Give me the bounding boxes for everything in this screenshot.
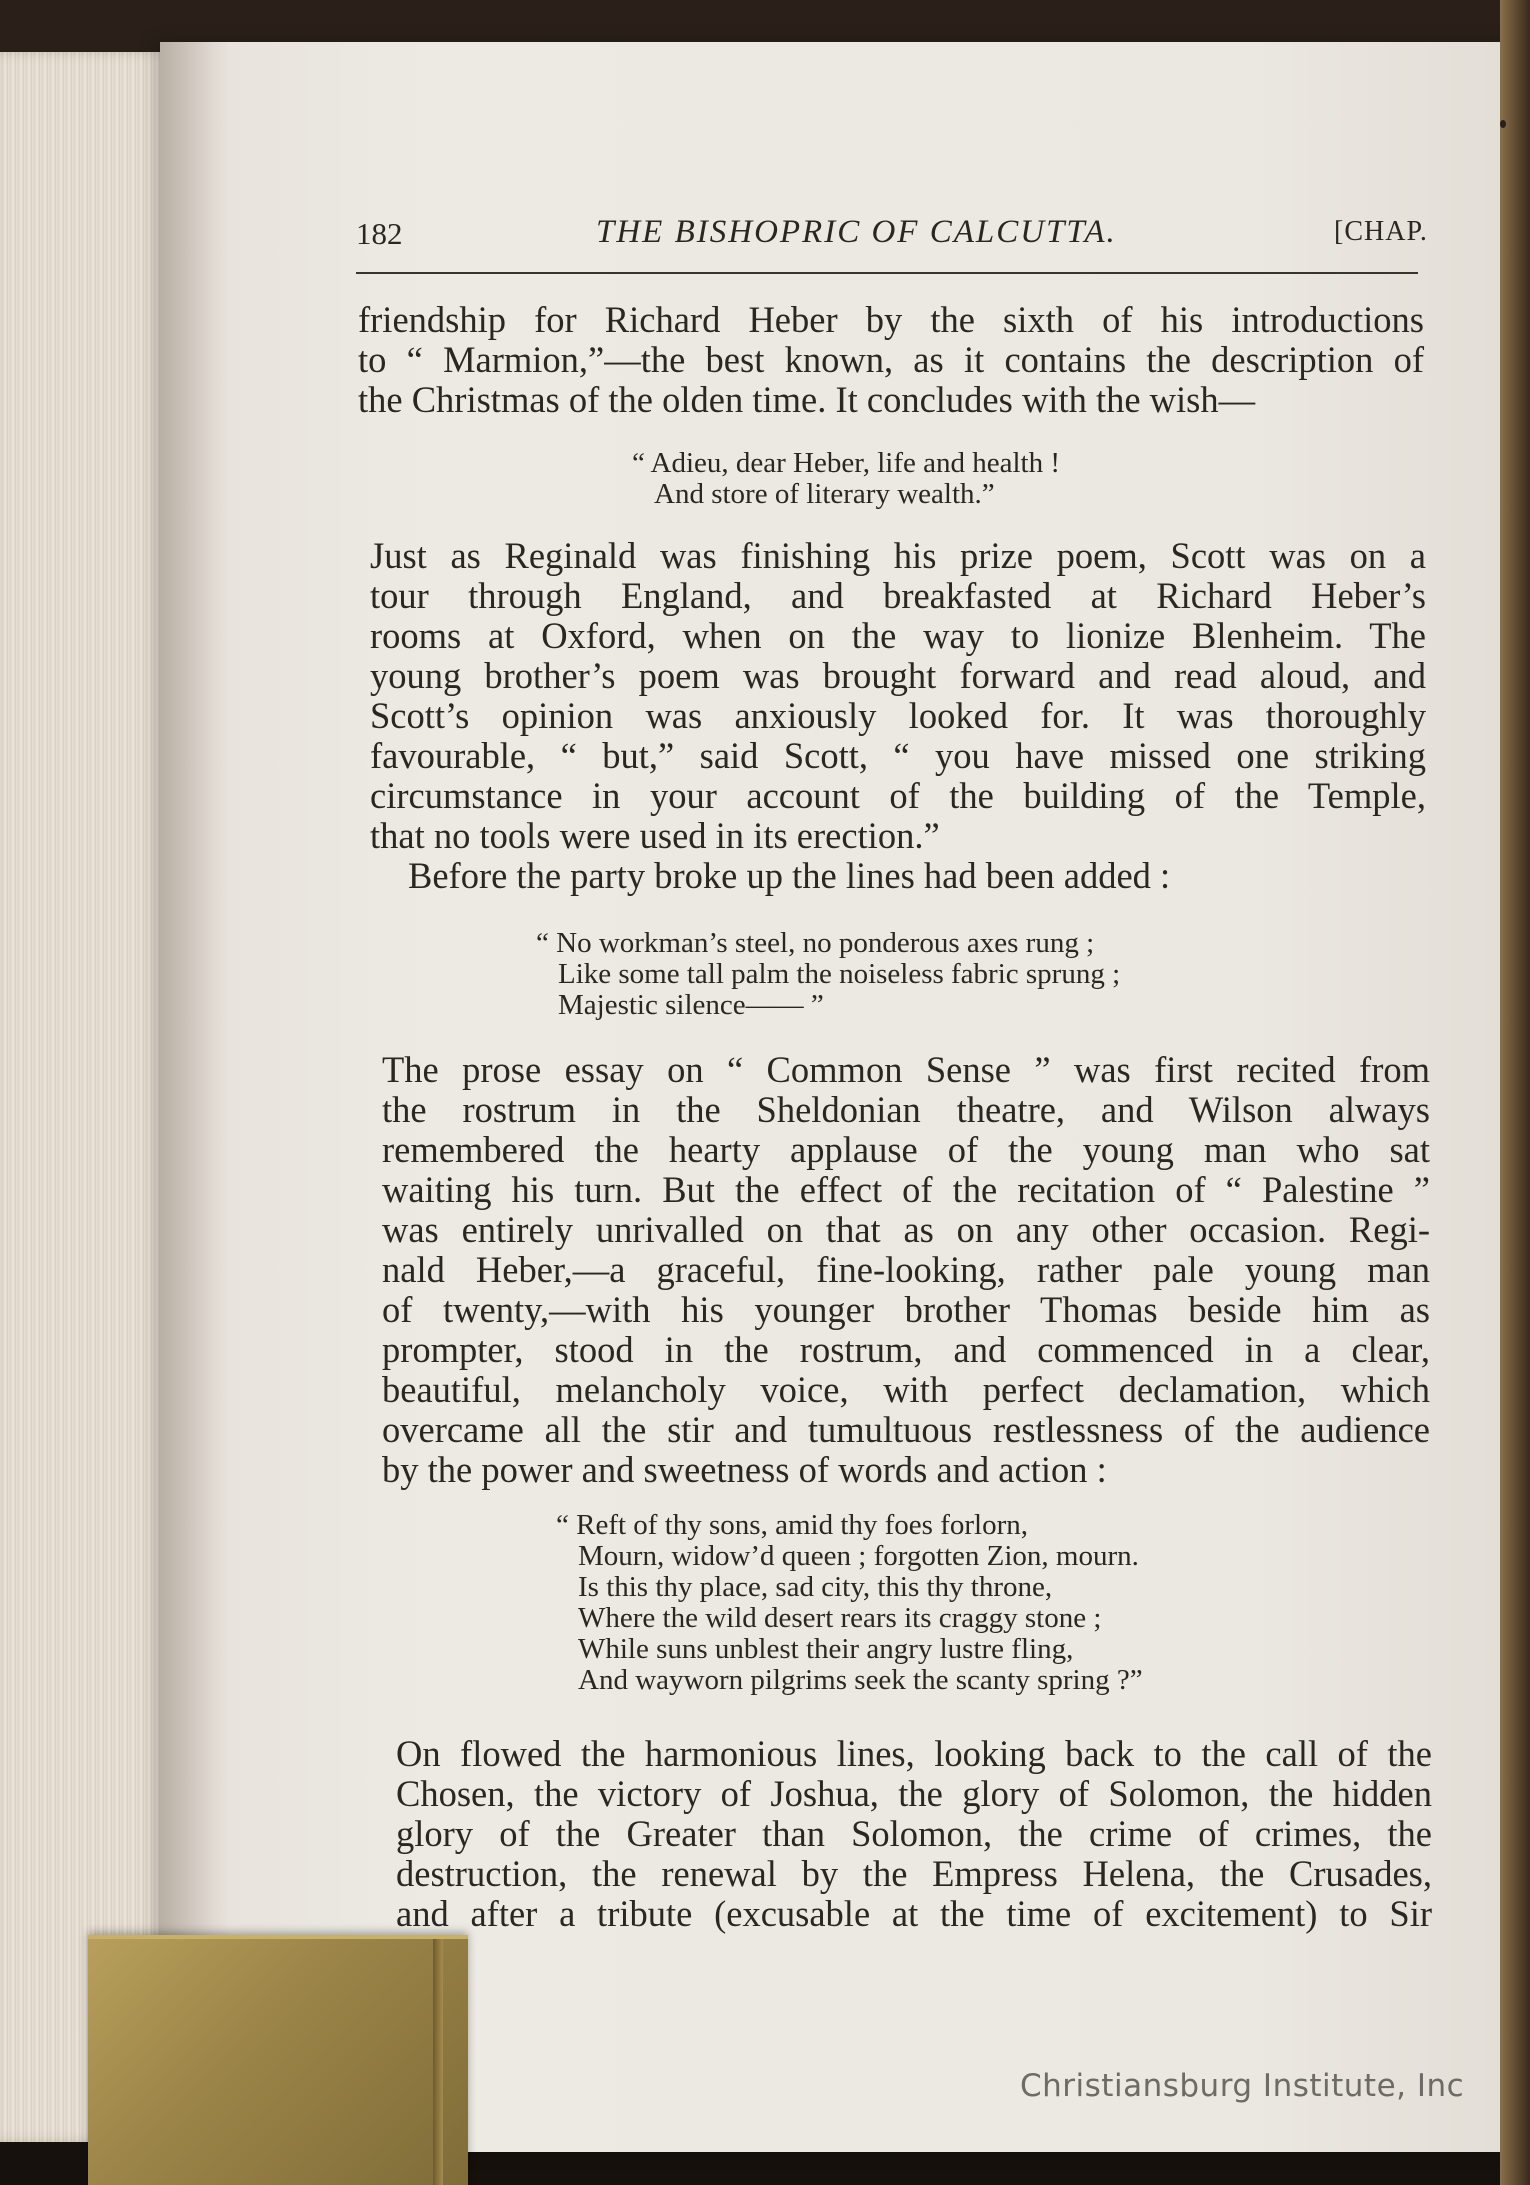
weight-edge	[433, 1939, 443, 2185]
text-line: Just as Reginald was finishing his prize poem, Scott was on a	[370, 535, 1426, 576]
verse-line: “ Adieu, dear Heber, life and health !	[632, 447, 1061, 479]
text-line: Chosen, the victory of Joshua, the glory of Solomon, the hidden	[396, 1773, 1432, 1814]
verse-line: Is this thy place, sad city, this thy throne,	[578, 1571, 1053, 1603]
text-line: to “ Marmion,”—the best known, as it contains the description of	[358, 339, 1424, 380]
verse-line: Mourn, widow’d queen ; forgotten Zion, mourn.	[578, 1540, 1139, 1572]
text-line: and after a tribute (excusable at the time of excitement) to Sir	[396, 1893, 1432, 1934]
watermark: Christiansburg Institute, Inc	[1020, 2068, 1465, 2104]
text-line: favourable, “ but,” said Scott, “ you have missed one striking	[370, 735, 1426, 776]
text-line: waiting his turn. But the effect of the recitation of “ Palestine ”	[382, 1169, 1430, 1210]
text-line: young brother’s poem was brought forward and read aloud, and	[370, 655, 1426, 696]
paragraph-2	[370, 536, 1426, 896]
text-line: the Christmas of the olden time. It concludes with the wish—	[358, 379, 1256, 420]
text-line: glory of the Greater than Solomon, the crime of crimes, the	[396, 1813, 1432, 1854]
verse-line: Majestic silence—— ”	[558, 989, 824, 1021]
chapter-marker: [CHAP.	[1334, 216, 1428, 247]
text-line: by the power and sweetness of words and action :	[382, 1449, 1107, 1490]
page-stack-edges	[0, 52, 185, 2142]
text-line: that no tools were used in its erection.”	[370, 815, 940, 856]
paragraph-1	[358, 300, 1424, 420]
text-line: was entirely unrivalled on that as on any other occasion. Regi-	[382, 1209, 1430, 1250]
text-line: Scott’s opinion was anxiously looked for. It was thoroughly	[370, 695, 1426, 736]
text-line: The prose essay on “ Common Sense ” was first recited from	[382, 1049, 1430, 1090]
text-line: tour through England, and breakfasted at Richard Heber’s	[370, 575, 1426, 616]
header-rule	[356, 272, 1418, 274]
gutter-shadow	[160, 42, 230, 2152]
text-line: prompter, stood in the rostrum, and commenced in a clear,	[382, 1329, 1430, 1370]
verse-2	[536, 928, 1120, 1021]
verse-line: “ No workman’s steel, no ponderous axes rung ;	[536, 927, 1095, 959]
text-line: of twenty,—with his younger brother Thomas beside him as	[382, 1289, 1430, 1330]
text-line: friendship for Richard Heber by the sixth of his introductions	[358, 299, 1424, 340]
text-line: rooms at Oxford, when on the way to lionize Blenheim. The	[370, 615, 1426, 656]
paragraph-4	[396, 1734, 1432, 1934]
verse-3	[556, 1510, 1143, 1696]
running-title: THE BISHOPRIC OF CALCUTTA.	[596, 214, 1117, 250]
dust-speck	[1500, 120, 1506, 128]
verse-line: “ Reft of thy sons, amid thy foes forlorn,	[556, 1509, 1028, 1541]
verse-line: Where the wild desert rears its craggy stone ;	[578, 1602, 1102, 1634]
verse-line: And store of literary wealth.”	[654, 478, 995, 510]
paragraph-3	[382, 1050, 1430, 1490]
verse-line: Like some tall palm the noiseless fabric sprung ;	[558, 958, 1121, 990]
text-line: Before the party broke up the lines had been added :	[408, 855, 1171, 896]
verse-line: And wayworn pilgrims seek the scanty spring ?”	[578, 1664, 1143, 1696]
text-line: On flowed the harmonious lines, looking back to the call of the	[396, 1733, 1432, 1774]
text-line: the rostrum in the Sheldonian theatre, and Wilson always	[382, 1089, 1430, 1130]
text-line: circumstance in your account of the building of the Temple,	[370, 775, 1426, 816]
text-line: nald Heber,—a graceful, fine-looking, rather pale young man	[382, 1249, 1430, 1290]
running-header	[356, 210, 1426, 262]
text-line: remembered the hearty applause of the young man who sat	[382, 1129, 1430, 1170]
verse-1	[632, 448, 1060, 510]
text-line: beautiful, melancholy voice, with perfect declamation, which	[382, 1369, 1430, 1410]
brass-page-weight	[88, 1935, 468, 2185]
text-line: destruction, the renewal by the Empress Helena, the Crusades,	[396, 1853, 1432, 1894]
page-number: 182	[356, 216, 403, 251]
book-cover-edge	[1500, 0, 1530, 2185]
text-line: overcame all the stir and tumultuous restlessness of the audience	[382, 1409, 1430, 1450]
verse-line: While suns unblest their angry lustre fling,	[578, 1633, 1074, 1665]
